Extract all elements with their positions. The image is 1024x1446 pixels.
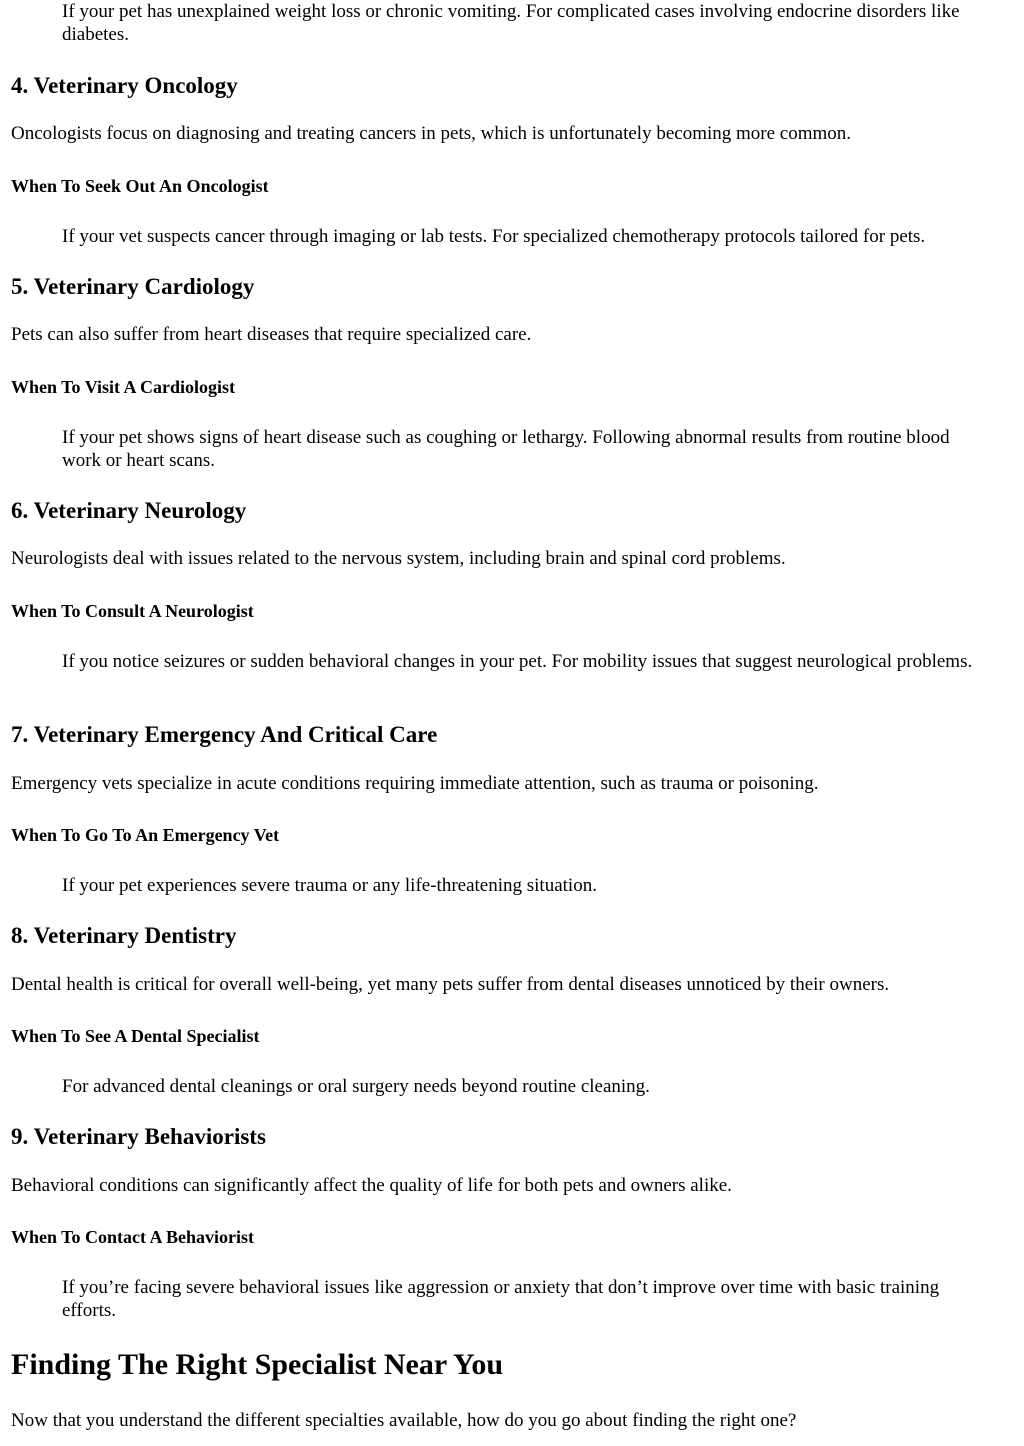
section-description-oncology: Oncologists focus on diagnosing and treating cancers in pets, which is unfortunately becoming more common. (11, 123, 852, 144)
section-advice-dentistry: For advanced dental cleanings or oral surgery needs beyond routine cleaning. (62, 1076, 650, 1097)
section-advice-emergency: If your pet experiences severe trauma or any life-threatening situation. (62, 875, 597, 896)
section-description-dentistry: Dental health is critical for overall well-being, yet many pets suffer from dental diseases unnoticed by their owners. (11, 974, 890, 995)
section-subheading-emergency: When To Go To An Emergency Vet (11, 825, 280, 845)
section-advice-cardiology: If your pet shows signs of heart disease such as coughing or lethargy. Following abnormal results from routine blood work or heart scans. (62, 427, 950, 471)
section-subheading-neurology: When To Consult A Neurologist (11, 601, 254, 621)
section-description-emergency: Emergency vets specialize in acute conditions requiring immediate attention, such as trauma or poisoning. (11, 773, 819, 794)
section-heading-behaviorists: 9. Veterinary Behaviorists (11, 1124, 266, 1149)
section-heading-emergency: 7. Veterinary Emergency And Critical Care (11, 722, 438, 747)
section-heading-cardiology: 5. Veterinary Cardiology (11, 274, 255, 299)
section-heading-dentistry: 8. Veterinary Dentistry (11, 923, 237, 948)
section-description-neurology: Neurologists deal with issues related to the nervous system, including brain and spinal cord problems. (11, 548, 786, 569)
section-heading-neurology: 6. Veterinary Neurology (11, 498, 247, 523)
finding-specialist-text: Now that you understand the different specialties available, how do you go about finding the right one? (11, 1410, 797, 1431)
finding-specialist-heading: Finding The Right Specialist Near You (11, 1348, 504, 1381)
section-advice-neurology: If you notice seizures or sudden behavioral changes in your pet. For mobility issues that suggest neurological problems. (62, 651, 973, 672)
section-subheading-behaviorists: When To Contact A Behaviorist (11, 1227, 255, 1247)
section-heading-oncology: 4. Veterinary Oncology (11, 73, 238, 98)
section-subheading-oncology: When To Seek Out An Oncologist (11, 176, 269, 196)
section-advice-behaviorists: If you’re facing severe behavioral issues like aggression or anxiety that don’t improve over time with basic training efforts. (62, 1277, 940, 1321)
section-advice-oncology: If your vet suspects cancer through imaging or lab tests. For specialized chemotherapy protocols tailored for pets. (62, 226, 926, 247)
section-description-cardiology: Pets can also suffer from heart diseases that require specialized care. (11, 324, 532, 345)
section-description-behaviorists: Behavioral conditions can significantly affect the quality of life for both pets and owners alike. (11, 1175, 732, 1196)
section-subheading-cardiology: When To Visit A Cardiologist (11, 377, 236, 397)
intro-advice-text: If your pet has unexplained weight loss or chronic vomiting. For complicated cases involving endocrine disorders like diabetes. (62, 1, 960, 45)
section-subheading-dentistry: When To See A Dental Specialist (11, 1026, 260, 1046)
